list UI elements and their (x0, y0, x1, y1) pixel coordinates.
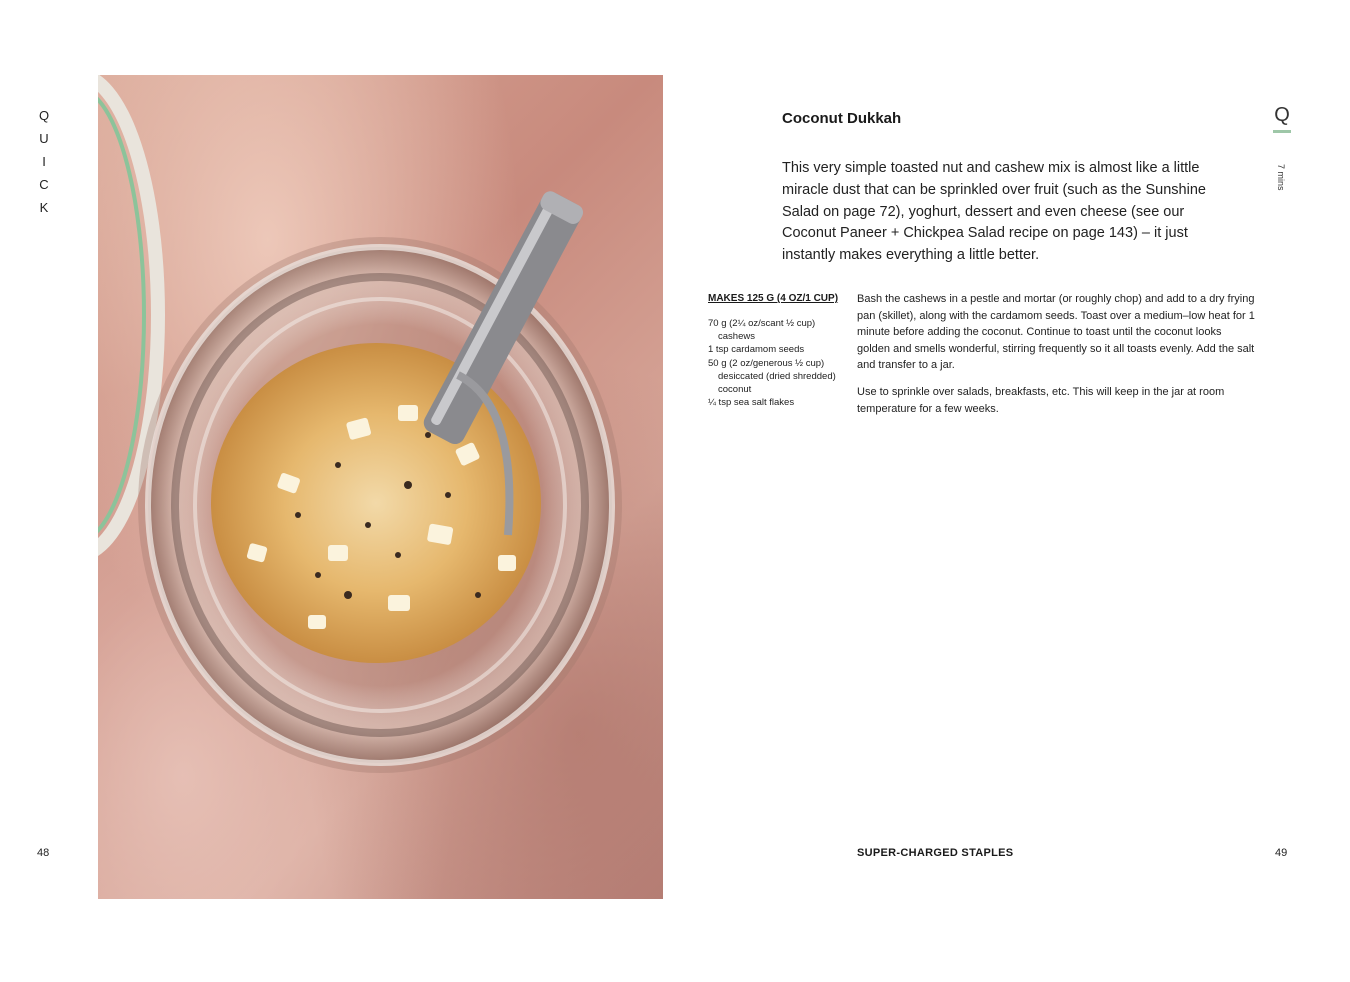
method-step: Use to sprinkle over salads, breakfasts, etc. This will keep in the jar at room temperature for a few weeks. (857, 385, 1225, 415)
quick-badge-letter: Q (1274, 104, 1290, 126)
dukkah-jar-photo (98, 75, 663, 899)
side-letter-q: Q (38, 108, 50, 123)
ingredient-item: 50 g (2 oz/generous ½ cup) desiccated (dried shredded) coconut (708, 357, 836, 396)
side-letter-i: I (42, 154, 46, 169)
quick-badge-underline (1273, 130, 1291, 133)
ingredient-item: 1 tsp cardamom seeds (708, 344, 805, 356)
method-step: Bash the cashews in a pestle and mortar (or roughly chop) and add to a dry frying pan (skillet), along with the cardamom seeds. Toast over a medium–low heat for 1 minute before adding the coconut. Continue to toast until the coconut looks golden and smells wonderful, stirring frequently so it all toasts evenly. Add the salt and transfer to a jar. (857, 293, 1255, 372)
method-text (857, 291, 1257, 427)
jar-illustration (98, 75, 663, 899)
yield-label: MAKES 125 G (4 OZ/1 CUP) (708, 293, 839, 304)
ingredient-list (708, 317, 838, 409)
side-letter-c: C (39, 177, 49, 192)
ingredient-item: ¼ tsp sea salt flakes (708, 397, 795, 409)
side-letter-k: K (39, 200, 49, 215)
ingredient-item: 70 g (2¼ oz/scant ½ cup) cashews (708, 318, 816, 343)
section-footer: SUPER-CHARGED STAPLES (857, 847, 1014, 859)
prep-time: 7 mins (1276, 164, 1286, 191)
recipe-title: Coconut Dukkah (782, 110, 902, 127)
recipe-intro: This very simple toasted nut and cashew mix is almost like a little miracle dust that can be sprinkled over fruit (such as the Sunshine Salad on page 72), yoghurt, dessert and even cheese (see our Coconut Paneer + Chickpea Salad recipe on page 143) – it just instantly makes everything a little better. (782, 160, 1206, 264)
page-number-left: 48 (37, 847, 50, 859)
page-number-right: 49 (1275, 847, 1288, 859)
quick-side-tab (36, 104, 52, 219)
side-letter-u: U (39, 131, 49, 146)
